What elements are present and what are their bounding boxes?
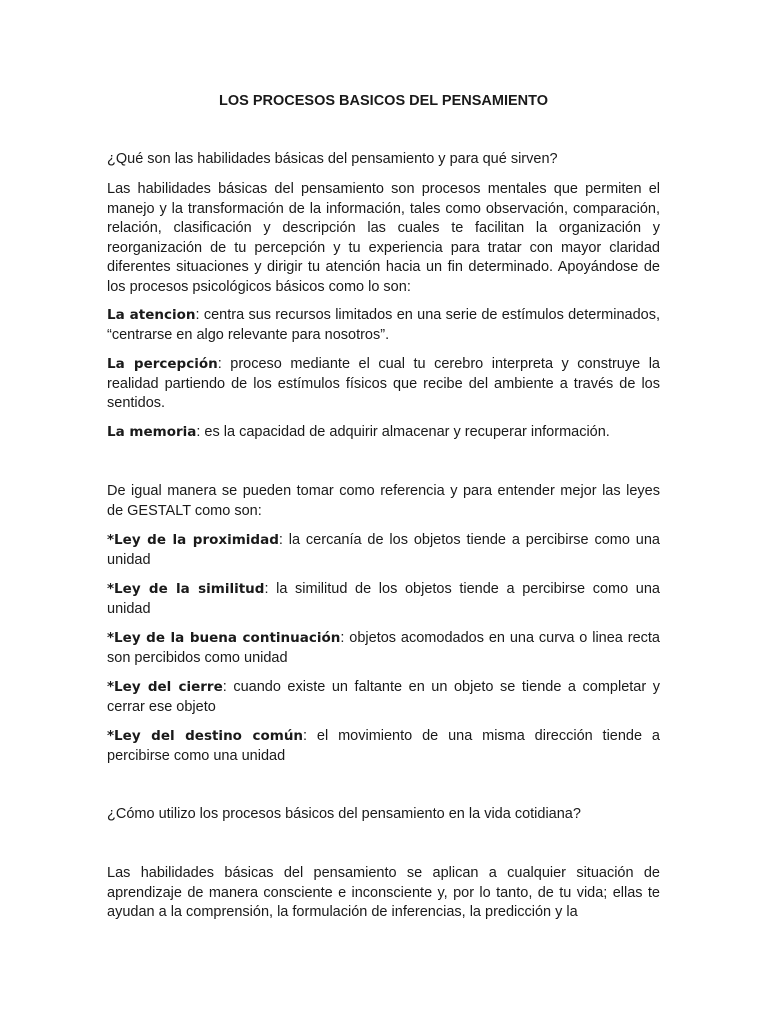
law-similitud [107, 580, 660, 619]
law-text: : la cercanía de los objetos tiende a percibirse como una unidad [107, 532, 661, 568]
law-term: *Ley del cierre [107, 679, 223, 695]
law-text: : la similitud de los objetos tiende a percibirse como una unidad [107, 581, 660, 617]
law-buena-continuacion [107, 629, 660, 668]
law-text: : cuando existe un faltante en un objeto se tiende a completar y cerrar ese objeto [107, 679, 660, 715]
process-text: : proceso mediante el cual tu cerebro interpreta y construye la realidad partiendo de los estímulos físicos que recibe del ambiente a través de los sentidos. [107, 356, 660, 411]
law-text: : el movimiento de una misma dirección tiende a percibirse como una unidad [107, 728, 660, 764]
law-term: *Ley de la proximidad [107, 532, 279, 548]
document-title: LOS PROCESOS BASICOS DEL PENSAMIENTO [219, 93, 548, 109]
process-term: La percepción [107, 356, 218, 372]
question-2: ¿Cómo utilizo los procesos básicos del pensamiento en la vida cotidiana? [107, 806, 581, 822]
process-atencion [107, 306, 660, 345]
law-text: : objetos acomodados en una curva o linea recta son percibidos como unidad [107, 630, 660, 666]
law-cierre [107, 678, 660, 717]
process-text: : es la capacidad de adquirir almacenar y recuperar información. [196, 424, 610, 440]
process-term: La memoria [107, 424, 197, 440]
process-percepcion [107, 355, 660, 414]
closing-paragraph: Las habilidades básicas del pensamiento se aplican a cualquier situación de aprendizaje de manera consciente e inconsciente y, por lo tanto, de tu vida; ellas te ayudan a la comprensión, la formulación de inferencias, la predicción y la [107, 865, 660, 920]
law-term: *Ley de la similitud [107, 581, 265, 597]
law-term: *Ley de la buena continuación [107, 630, 341, 646]
law-destino-comun [107, 727, 660, 766]
gestalt-intro: De igual manera se pueden tomar como referencia y para entender mejor las leyes de GESTALT como son: [107, 483, 660, 519]
process-memoria [107, 423, 660, 443]
question-1: ¿Qué son las habilidades básicas del pensamiento y para qué sirven? [107, 151, 558, 167]
intro-paragraph: Las habilidades básicas del pensamiento son procesos mentales que permiten el manejo y la transformación de la información, tales como observación, comparación, relación, clasificación y descripción las cuales te facilitan la organización y reorganización de tu percepción y tu experiencia para tratar con mayor claridad diferentes situaciones y dirigir tu atención hacia un fin determinado. Apoyándose de los procesos psicológicos básicos como lo son: [107, 181, 660, 295]
law-term: *Ley del destino común [107, 728, 304, 744]
law-proximidad [107, 531, 660, 570]
process-text: : centra sus recursos limitados en una serie de estímulos determinados, “centrarse en algo relevante para nosotros”. [107, 307, 660, 343]
process-term: La atencion [107, 307, 196, 323]
